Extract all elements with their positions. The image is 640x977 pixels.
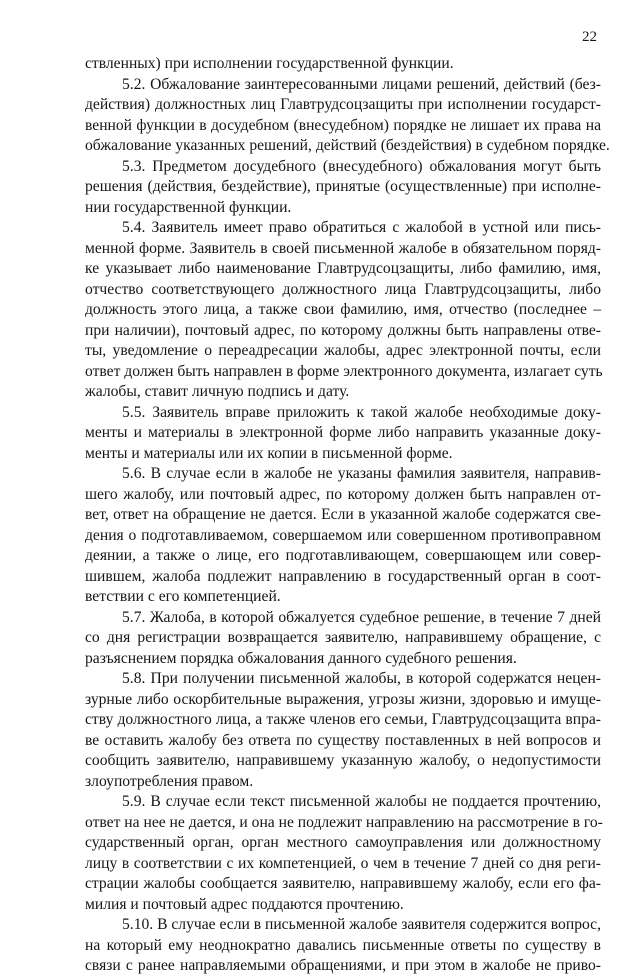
text-line: ке указывает либо наименование Главтрудсоцзащиты, либо фамилию, имя,: [85, 260, 601, 277]
text-line: ве оставить жалобу без ответа по существу поставленных в ней вопросов и: [85, 731, 601, 749]
text-line: менной форме. Заявитель в своей письменной жалобе в обязательном поряд-: [85, 239, 601, 257]
text-line: должность этого лица, а также свои фамилию, имя, отчество (последнее –: [85, 301, 601, 318]
text-line: 5.3. Предметом досудебного (внесудебного) обжалования могут быть: [122, 157, 601, 175]
text-line: ствленных) при исполнении государственной функции.: [85, 55, 454, 72]
text-line: 5.6. В случае если в жалобе не указаны фамилия заявителя, направив-: [122, 465, 601, 482]
text-line: ответ на нее не дается, и она не подлежит направлению на рассмотрение в го-: [85, 813, 603, 831]
text-line: сударственный орган, орган местного самоуправления или должностному: [85, 834, 601, 851]
text-line: злоупотребления правом.: [85, 772, 254, 790]
text-line: обжалование указанных решений, действий (бездействия) в судебном порядке.: [85, 137, 610, 154]
text-line: 5.2. Обжалование заинтересованными лицами решений, действий (без-: [122, 75, 601, 93]
text-line: нии государственной функции.: [85, 198, 292, 216]
text-line: шего жалобу, или почтовый адрес, по которому должен быть направлен от-: [85, 485, 601, 503]
text-line: 5.8. При получении письменной жалобы, в которой содержатся нецен-: [122, 670, 601, 687]
text-line: 5.7. Жалоба, в которой обжалуется судебное решение, в течение 7 дней: [122, 608, 601, 626]
text-line: дения о подготавливаемом, совершаемом или совершенном противоправном: [85, 526, 601, 544]
text-line: отчество соответствующего должностного лица Главтрудсоцзащиты, либо: [85, 280, 601, 298]
text-line: решения (действия, бездействие), принятые (осуществленные) при исполне-: [85, 178, 601, 195]
text-line: шившем, жалоба подлежит направлению в государственный орган в соот-: [85, 567, 601, 585]
page-number: 22: [582, 29, 597, 45]
text-line: лицу в соответствии с их компетенцией, о чем в течение 7 дней со дня реги-: [85, 854, 601, 872]
text-line: жалобы, ставит личную подпись и дату.: [85, 383, 350, 400]
text-line: разъяснением порядка обжалования данного судебного решения.: [85, 649, 517, 667]
text-line: деянии, а также о лице, его подготавливающем, совершающем или совер-: [85, 547, 601, 564]
text-line: связи с ранее направляемыми обращениями, и при этом в жалобе не приво-: [85, 957, 601, 974]
text-line: ветствии с его компетенцией.: [85, 588, 281, 605]
text-line: менты и материалы или их копии в письменной форме.: [85, 444, 453, 462]
text-line: ству должностного лица, а также членов его семьи, Главтрудсоцзащита впра-: [85, 711, 601, 728]
text-line: венной функции в досудебном (внесудебном) порядке не лишает их права на: [85, 116, 601, 134]
text-line: 5.4. Заявитель имеет право обратиться с жалобой в устной или пись-: [122, 219, 601, 236]
text-line: сообщить заявителю, направившему указанную жалобу, о недопустимости: [85, 752, 601, 769]
text-line: 5.5. Заявитель вправе приложить к такой жалобе необходимые доку-: [122, 403, 601, 421]
text-line: зурные либо оскорбительные выражения, угрозы жизни, здоровью и имуще-: [85, 690, 601, 708]
text-line: 5.9. В случае если текст письменной жалобы не поддается прочтению,: [122, 793, 601, 810]
text-line: менты и материалы в электронной форме либо направить указанные доку-: [85, 424, 601, 441]
text-line: страции жалобы сообщается заявителю, направившему жалобу, если его фа-: [85, 875, 601, 892]
text-line: при наличии), почтовый адрес, по которому должны быть направлены отве-: [85, 321, 601, 339]
text-line: вет, ответ на обращение не дается. Если в указанной жалобе содержатся све-: [85, 506, 601, 523]
text-line: ответ должен быть направлен в форме электронного документа, излагает суть: [85, 362, 603, 380]
body-text: [85, 54, 610, 977]
text-line: 5.10. В случае если в письменной жалобе заявителя содержится вопрос,: [122, 916, 601, 933]
text-line: на который ему неоднократно давались письменные ответы по существу в: [85, 936, 601, 954]
text-line: ты, уведомление о переадресации жалобы, адрес электронной почты, если: [85, 342, 601, 359]
text-line: милия и почтовый адрес поддаются прочтению.: [85, 895, 404, 913]
text-line: со дня регистрации возвращается заявителю, направившему обращение, с: [85, 629, 601, 646]
text-line: действия) должностных лиц Главтрудсоцзащиты при исполнении государст-: [85, 96, 601, 113]
